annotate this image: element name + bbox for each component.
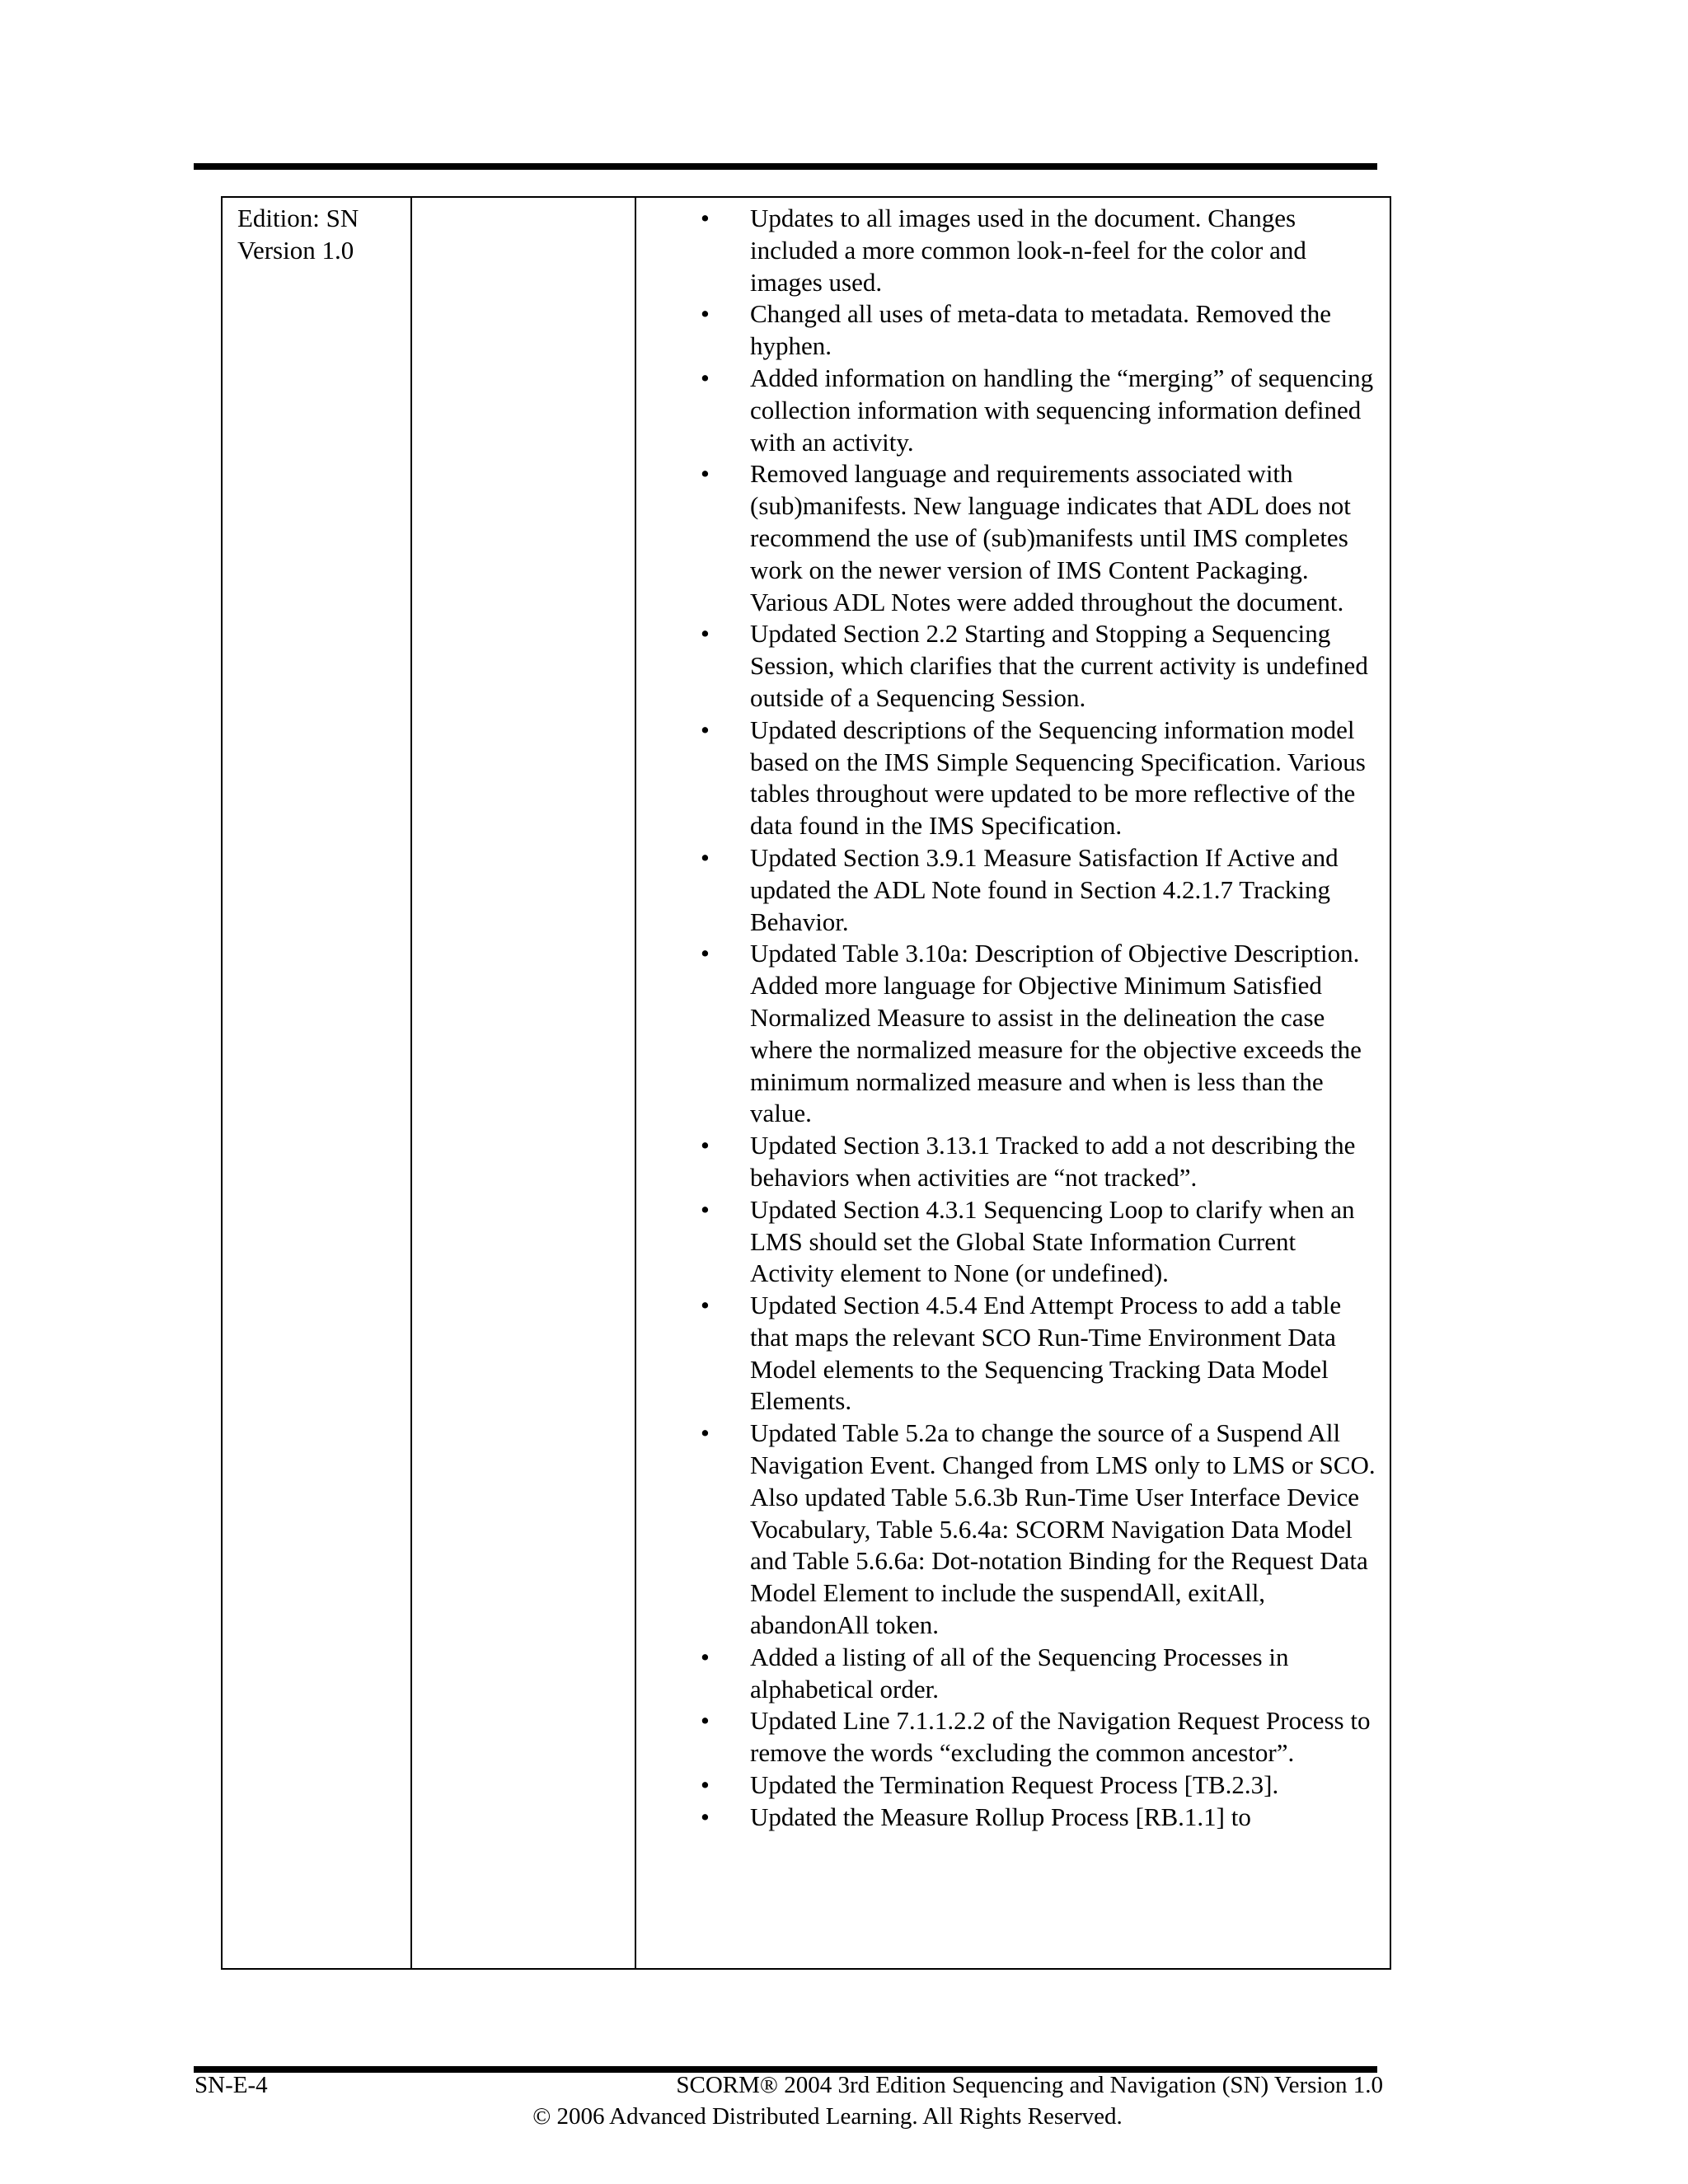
change-text: Updated Section 4.5.4 End Attempt Process to add a table that maps the relevant SCO Run-Time Environment Data Model elements to the Sequencing Tracking Data Model Elements.: [750, 1291, 1342, 1416]
change-text: Removed language and requirements associated with (sub)manifests. New language indicates that ADL does not recommend the use of (sub)manifests until IMS completes work on the newer version of IMS Content Packaging. Various ADL Notes were added throughout the document.: [750, 459, 1351, 616]
list-item: [636, 1769, 1378, 1802]
list-item: [636, 1642, 1378, 1706]
list-item: [636, 1418, 1378, 1642]
bullet-icon: •: [701, 1291, 710, 1320]
change-text: Updated Table 3.10a: Description of Objective Description. Added more language for Objective Minimum Satisfied Normalized Measure to assist in the delineation the case where the normalized measure for the objective exceeds the minimum normalized measure and when is less than the value.: [750, 939, 1362, 1128]
edition-label: Edition: SN: [237, 204, 359, 232]
list-item: [636, 363, 1378, 458]
bullet-icon: •: [701, 1194, 710, 1224]
bullet-icon: •: [701, 715, 710, 744]
bullet-icon: •: [701, 459, 710, 489]
document-title: SCORM® 2004 3rd Edition Sequencing and Navigation (SN) Version 1.0: [676, 2072, 1383, 2098]
copyright-text: © 2006 Advanced Distributed Learning. All Rights Reserved.: [532, 2103, 1123, 2130]
change-text: Updates to all images used in the document. Changes included a more common look-n-feel for the color and images used.: [750, 204, 1306, 297]
bullet-icon: •: [701, 363, 710, 392]
date-cell: [411, 197, 635, 1969]
page-number: SN-E-4: [195, 2072, 268, 2098]
version-label: Version 1.0: [237, 235, 354, 265]
table-row: [222, 197, 1390, 1969]
list-item: [636, 715, 1378, 842]
bullet-icon: •: [701, 204, 710, 232]
list-item: [636, 203, 1378, 298]
change-text: Updated Section 3.13.1 Tracked to add a not describing the behaviors when activities are “not tracked”.: [750, 1131, 1356, 1192]
changes-list: [636, 203, 1378, 1834]
change-text: Updated descriptions of the Sequencing information model based on the IMS Simple Sequencing Specification. Various tables throughout were updated to be more reflective of the data found in the IMS Specification.: [750, 715, 1366, 841]
list-item: [636, 1130, 1378, 1194]
list-item: [636, 938, 1378, 1130]
list-item: [636, 1290, 1378, 1418]
bullet-icon: •: [701, 1131, 710, 1160]
change-text: Updated Table 5.2a to change the source of a Suspend All Navigation Event. Changed from LMS only to LMS or SCO. Also updated Table 5.6.3b Run-Time User Interface Device Vocabulary, Table 5.6.4a: SCORM Navigation Data Model and Table 5.6.6a: Dot-notation Binding for the Request Data Model Element to include the suspendAll, exitAll, abandonAll token.: [750, 1418, 1376, 1640]
list-item: [636, 842, 1378, 938]
changes-cell: [635, 197, 1390, 1969]
edition-cell: [222, 197, 411, 1969]
change-text: Updated Section 4.3.1 Sequencing Loop to clarify when an LMS should set the Global State Information Current Activity element to None (or undefined).: [750, 1194, 1355, 1288]
change-text: Updated the Measure Rollup Process [RB.1.1] to: [750, 1802, 1251, 1831]
list-item: [636, 298, 1378, 363]
change-text: Updated Line 7.1.1.2.2 of the Navigation Request Process to remove the words “excluding the common ancestor”.: [750, 1706, 1371, 1768]
change-text: Changed all uses of meta-data to metadata. Removed the hyphen.: [750, 299, 1332, 361]
bullet-icon: •: [701, 619, 710, 649]
list-item: [636, 1802, 1378, 1834]
bullet-icon: •: [701, 1418, 710, 1448]
list-item: [636, 458, 1378, 618]
bullet-icon: •: [701, 1802, 710, 1831]
bullet-icon: •: [701, 842, 710, 872]
change-text: Updated Section 3.9.1 Measure Satisfaction If Active and updated the ADL Note found in Section 4.2.1.7 Tracking Behavior.: [750, 842, 1339, 936]
bullet-icon: •: [701, 939, 710, 968]
bullet-icon: •: [701, 299, 710, 329]
list-item: [636, 1194, 1378, 1290]
change-text: Added a listing of all of the Sequencing Processes in alphabetical order.: [750, 1642, 1289, 1704]
change-text: Updated Section 2.2 Starting and Stopping a Sequencing Session, which clarifies that the current activity is undefined outside of a Sequencing Session.: [750, 619, 1368, 712]
revision-history-table: [221, 196, 1391, 1970]
bullet-icon: •: [701, 1642, 710, 1671]
list-item: [636, 618, 1378, 714]
list-item: [636, 1705, 1378, 1769]
change-text: Updated the Termination Request Process [TB.2.3].: [750, 1770, 1279, 1800]
copyright-notice: [0, 2102, 1688, 2131]
bullet-icon: •: [701, 1706, 710, 1736]
header-rule: [194, 163, 1377, 170]
change-text: Added information on handling the “merging” of sequencing collection information with sequencing information defined with an activity.: [750, 363, 1374, 457]
bullet-icon: •: [701, 1770, 710, 1800]
